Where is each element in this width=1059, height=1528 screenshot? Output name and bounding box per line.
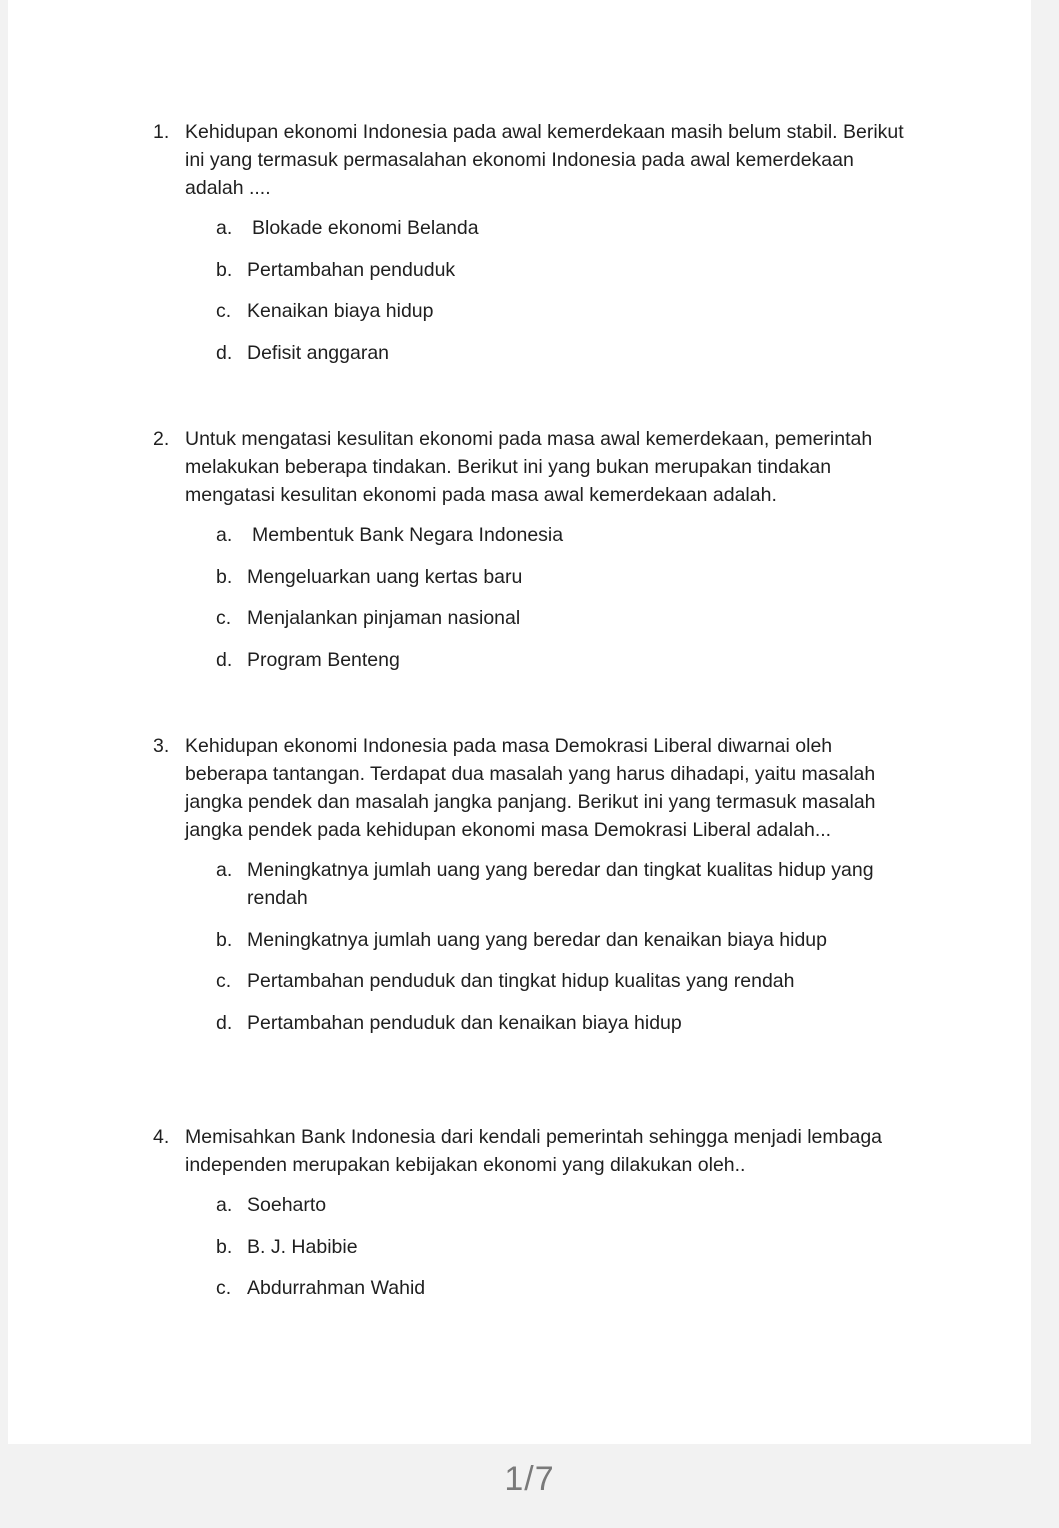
option-text: Pertambahan penduduk dan tingkat hidup kualitas yang rendah [247, 970, 795, 993]
question-stem [153, 1123, 913, 1179]
question-text: Kehidupan ekonomi Indonesia pada masa Demokrasi Liberal diwarnai oleh beberapa tantangan. Terdapat dua masalah yang harus dihadapi, yaitu masalah jangka pendek dan masalah jangka panjang. Berikut ini yang termasuk masalah jangka pendek pada kehidupan ekonomi masa Demokrasi Liberal adalah... [185, 735, 876, 841]
answer-option[interactable] [216, 1274, 913, 1302]
answer-option[interactable] [216, 563, 913, 591]
option-text: B. J. Habibie [247, 1235, 358, 1258]
option-text: Pertambahan penduduk dan kenaikan biaya hidup [247, 1012, 682, 1035]
page-indicator: 1/7 [504, 1460, 555, 1498]
answer-options [153, 521, 913, 674]
option-letter: a. [216, 1194, 233, 1216]
answer-option[interactable] [216, 1009, 913, 1037]
answer-option[interactable] [216, 967, 913, 995]
option-letter: c. [216, 607, 232, 630]
option-letter: c. [216, 970, 232, 993]
answer-options [153, 856, 913, 1037]
question-text: Kehidupan ekonomi Indonesia pada awal kemerdekaan masih belum stabil. Berikut ini yang termasuk permasalahan ekonomi Indonesia pada awal kemerdekaan adalah .... [185, 121, 904, 199]
option-letter: a. [216, 524, 233, 546]
option-text: Program Benteng [247, 649, 400, 672]
answer-option[interactable] [216, 521, 913, 549]
question-2 [153, 425, 913, 688]
question-3 [153, 732, 913, 1051]
question-number: 3. [153, 735, 170, 757]
answer-option[interactable] [216, 1233, 913, 1261]
option-letter: a. [216, 859, 233, 881]
answer-option[interactable] [216, 339, 913, 367]
answer-option[interactable] [216, 297, 913, 325]
answer-options [153, 1191, 913, 1302]
option-text: Blokade ekonomi Belanda [252, 217, 479, 239]
option-letter: d. [216, 1012, 233, 1035]
question-number: 1. [153, 121, 170, 143]
option-text: Abdurrahman Wahid [247, 1277, 426, 1300]
question-stem [153, 732, 913, 844]
option-text: Defisit anggaran [247, 342, 390, 365]
answer-option[interactable] [216, 1191, 913, 1219]
answer-option[interactable] [216, 214, 913, 242]
answer-options [153, 214, 913, 367]
answer-option[interactable] [216, 604, 913, 632]
question-stem [153, 425, 913, 509]
option-text: Meningkatnya jumlah uang yang beredar dan kenaikan biaya hidup [247, 928, 827, 951]
question-1 [153, 118, 913, 381]
answer-option[interactable] [216, 256, 913, 284]
option-text: Pertambahan penduduk [247, 258, 456, 281]
question-number: 4. [153, 1126, 170, 1148]
option-letter: c. [216, 1277, 232, 1300]
option-text: Meningkatnya jumlah uang yang beredar dan tingkat kualitas hidup yang rendah [247, 859, 874, 909]
question-text: Untuk mengatasi kesulitan ekonomi pada masa awal kemerdekaan, pemerintah melakukan beberapa tindakan. Berikut ini yang bukan merupakan tindakan mengatasi kesulitan ekonomi pada masa awal kemerdekaan adalah. [185, 428, 873, 506]
question-stem [153, 118, 913, 202]
option-letter: c. [216, 300, 232, 323]
option-letter: d. [216, 649, 233, 672]
question-text: Memisahkan Bank Indonesia dari kendali pemerintah sehingga menjadi lembaga independen merupakan kebijakan ekonomi yang dilakukan oleh.. [185, 1126, 883, 1176]
option-text: Menjalankan pinjaman nasional [247, 607, 521, 630]
option-letter: b. [216, 928, 233, 951]
option-text: Membentuk Bank Negara Indonesia [252, 524, 564, 546]
question-number: 2. [153, 428, 170, 450]
option-text: Kenaikan biaya hidup [247, 300, 434, 323]
option-letter: b. [216, 565, 233, 588]
option-letter: b. [216, 1235, 233, 1258]
option-text: Mengeluarkan uang kertas baru [247, 565, 523, 588]
option-letter: d. [216, 342, 233, 365]
answer-option[interactable] [216, 646, 913, 674]
option-letter: b. [216, 258, 233, 281]
question-4 [153, 1123, 913, 1316]
option-text: Soeharto [247, 1194, 327, 1216]
answer-option[interactable] [216, 856, 913, 912]
option-letter: a. [216, 217, 233, 239]
answer-option[interactable] [216, 926, 913, 954]
